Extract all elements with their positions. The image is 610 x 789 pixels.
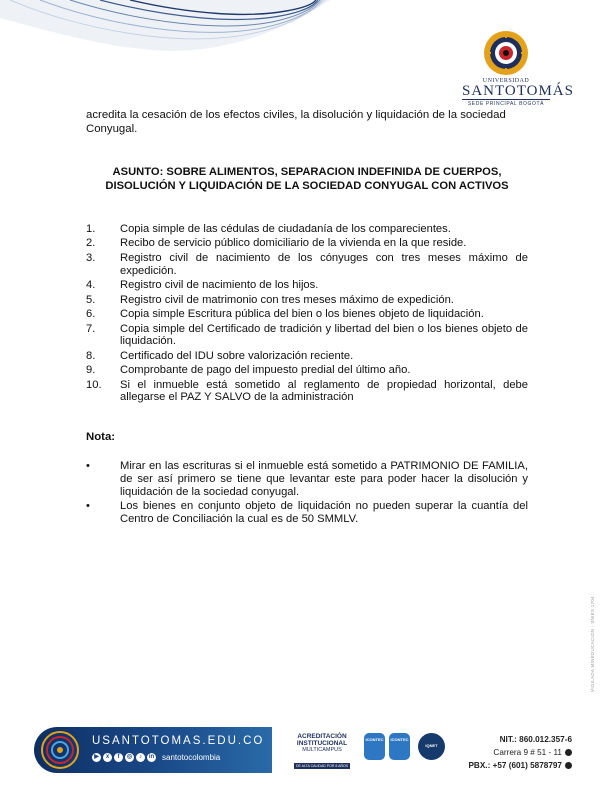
subject-heading — [86, 166, 528, 193]
certification-badges — [364, 733, 445, 760]
item-number: 9. — [86, 364, 96, 377]
list-item — [86, 294, 528, 307]
list-item — [86, 364, 528, 377]
item-number: 4. — [86, 279, 96, 292]
university-seal-icon — [483, 30, 529, 76]
contact-info — [468, 733, 572, 772]
item-text: Registro civil de nacimiento de los hijos. — [120, 279, 319, 292]
icontec-badge-icon: ICONTEC — [364, 733, 385, 760]
item-text: Copia simple de las cédulas de ciudadanía de los comparecientes. — [120, 223, 451, 235]
instagram-icon[interactable]: ◎ — [126, 754, 133, 760]
accreditation-mark — [285, 733, 359, 772]
tiktok-icon[interactable]: ♪ — [136, 753, 145, 762]
list-item — [86, 460, 528, 498]
linkedin-icon[interactable]: in — [148, 754, 155, 760]
list-item — [86, 323, 528, 348]
item-number: 10. — [86, 378, 102, 391]
subject-line-1: ASUNTO: SOBRE ALIMENTOS, SEPARACION INDEFINIDA DE CUERPOS, — [112, 166, 502, 178]
list-item — [86, 237, 528, 250]
list-item — [86, 500, 528, 526]
phone-text: PBX.: +57 (601) 5878797 — [468, 761, 562, 770]
list-item — [86, 379, 528, 404]
iqnet-badge-icon: IQNET — [418, 733, 445, 760]
x-icon[interactable]: x — [103, 753, 112, 762]
list-item — [86, 350, 528, 363]
note-text: Mirar en las escrituras si el inmueble está sometido a PATRIMONIO DE FAMILIA, de ser así primero se tiene que levantar este para poder hacer la disolución y liquidación de la sociedad conyugal. — [120, 460, 528, 498]
notes-list — [86, 460, 528, 528]
item-number: 2. — [86, 237, 96, 250]
phone-row — [468, 759, 572, 772]
social-links — [92, 753, 220, 762]
university-logo — [462, 30, 574, 107]
item-text: Si el inmueble está sometido al reglamento de propiedad horizontal, debe allegarse el PAZ Y SALVO de la administración — [120, 378, 528, 404]
item-text: Certificado del IDU sobre valorización reciente. — [120, 349, 354, 362]
accreditation-line-2: INSTITUCIONAL — [296, 740, 348, 747]
icontec-badge-icon: ICONTEC — [389, 733, 410, 760]
facebook-icon[interactable]: f — [114, 753, 123, 762]
item-text: Registro civil de nacimiento de los cónyuges con tres meses máximo de expedición. — [120, 251, 528, 277]
subject-line-2: DISOLUCIÓN Y LIQUIDACIÓN DE LA SOCIEDAD CONYUGAL CON ACTIVOS — [105, 179, 509, 192]
footer-url[interactable]: USANTOTOMAS.EDU.CO — [92, 735, 265, 747]
list-item — [86, 223, 528, 236]
accreditation-line-3: MULTICAMPUS — [302, 747, 342, 753]
phone-icon — [565, 762, 572, 769]
item-text: Comprobante de pago del impuesto predial del último año. — [120, 364, 411, 377]
bullet: • — [86, 500, 90, 513]
intro-paragraph: acredita la cesación de los efectos civiles, la disolución y liquidación de la sociedad Conyugal. — [86, 109, 506, 135]
vertical-side-text: VIGILADA MINEDUCACIÓN - SNIES 1704 — [590, 596, 595, 692]
accreditation-line-1: ACREDITACIÓN — [297, 733, 347, 740]
list-item — [86, 308, 528, 321]
youtube-icon[interactable]: ▶ — [92, 753, 101, 762]
address-text: Carrera 9 # 51 - 11 — [493, 748, 562, 757]
logo-university-label: UNIVERSIDAD — [482, 78, 530, 84]
requirements-list — [86, 223, 528, 406]
note-title: Nota: — [86, 431, 116, 443]
swirl-decoration-icon — [34, 727, 94, 773]
list-item — [86, 252, 528, 277]
item-number: 1. — [86, 223, 96, 235]
item-text: Copia simple del Certificado de tradición y libertad del bien o los bienes objeto de liquidación. — [120, 322, 528, 348]
header-wave-decoration — [0, 0, 330, 60]
logo-sede: SEDE PRINCIPAL BOGOTÁ — [462, 99, 550, 107]
accreditation-line-4: DE ALTA CALIDAD POR 8 AÑOS — [296, 764, 348, 768]
list-item — [86, 279, 528, 292]
item-number: 3. — [86, 251, 96, 264]
item-number: 6. — [86, 308, 96, 321]
item-number: 5. — [86, 293, 96, 306]
item-number: 8. — [86, 349, 96, 362]
note-text: Los bienes en conjunto objeto de liquidación no pueden superar la cuantía del Centro de Conciliación la cual es de 50 SMMLV. — [120, 500, 528, 526]
footer-web-banner[interactable] — [34, 727, 272, 773]
item-text: Copia simple Escritura pública del bien o los bienes objeto de liquidación. — [120, 308, 484, 321]
item-number: 7. — [86, 322, 96, 335]
logo-name: SANTOTOMÁS — [462, 83, 574, 99]
social-handle[interactable]: santotocolombia — [162, 753, 221, 762]
bullet: • — [86, 460, 90, 472]
location-pin-icon — [565, 749, 572, 756]
nit-number: NIT.: 860.012.357-6 — [499, 735, 572, 744]
address-row — [468, 746, 572, 759]
item-text: Registro civil de matrimonio con tres meses máximo de expedición. — [120, 293, 454, 306]
item-text: Recibo de servicio público domiciliario de la vivienda en la que reside. — [120, 237, 467, 250]
